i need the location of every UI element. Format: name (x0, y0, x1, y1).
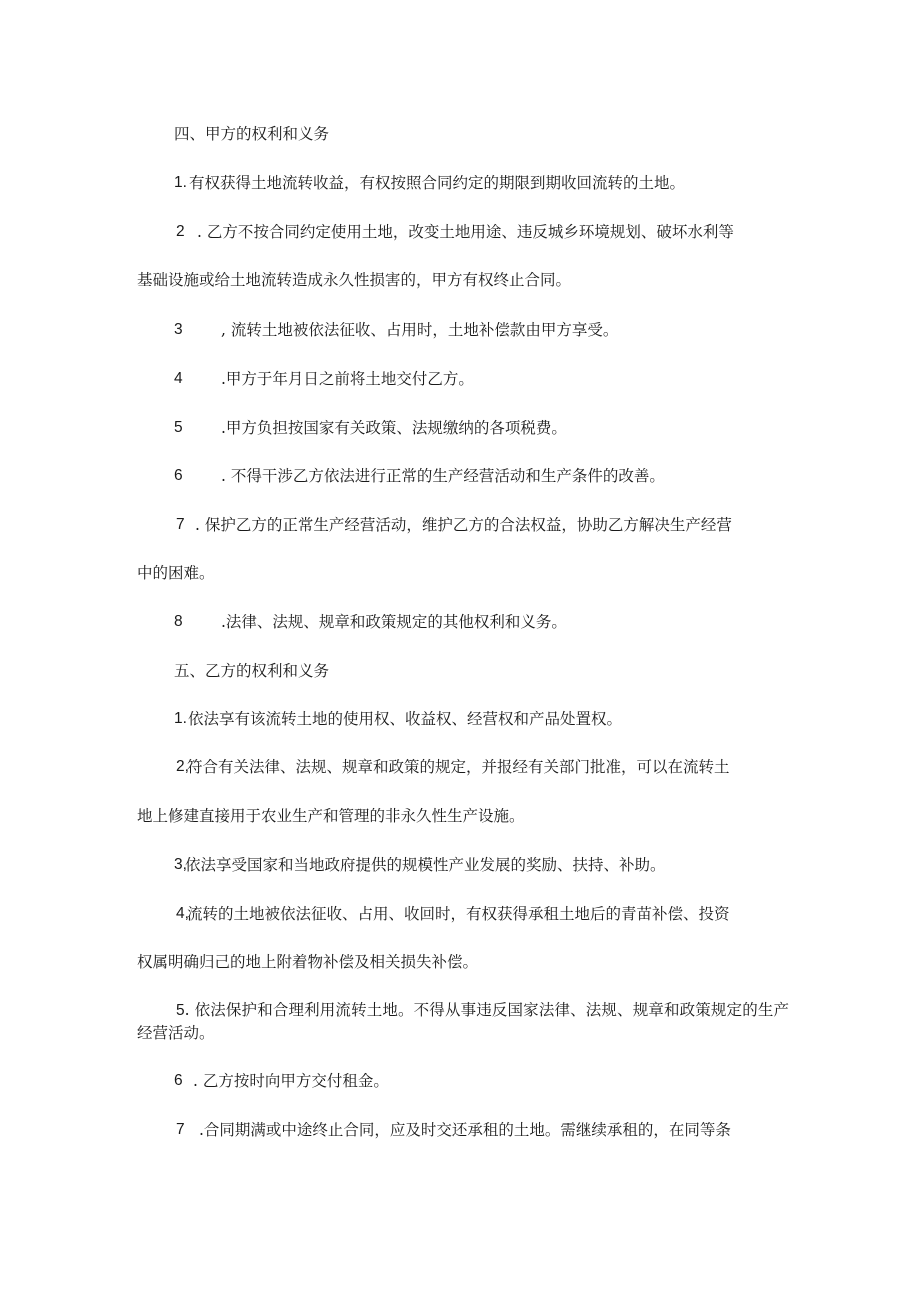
clause-text: 有权获得土地流转收益，有权按照合同约定的期限到期收回流转的土地。 (189, 174, 686, 192)
clause-number: 2 (176, 223, 185, 240)
clause-number: 3, (174, 856, 187, 873)
heading-text: 五、乙方的权利和义务 (174, 662, 330, 680)
clause-text-continued: 中的困难。 (137, 564, 215, 582)
clause-text: 依法享受国家和当地政府提供的规模性产业发展的奖励、扶持、补助。 (185, 856, 666, 874)
clause-text: .甲方负担按国家有关政策、法规缴纳的各项税费。 (221, 419, 567, 437)
clause-text-continued: 权属明确归己的地上附着物补偿及相关损失补偿。 (137, 953, 479, 971)
clause-number: 7 (176, 1121, 185, 1138)
clause-number: 7 (176, 516, 185, 533)
clause-text: . 乙方按时向甲方交付租金。 (193, 1072, 389, 1090)
clause-text-continued: 基础设施或给土地流转造成永久性损害的，甲方有权终止合同。 (137, 271, 572, 289)
clause-text: 流转的土地被依法征收、占用、收回时，有权获得承租土地后的青苗补偿、投资 (187, 905, 730, 923)
clause-text: 依法享有该流转土地的使用权、收益权、经营权和产品处置权。 (188, 710, 623, 728)
clause-text: .甲方于年月日之前将土地交付乙方。 (221, 370, 474, 388)
clause-number: 6 (174, 467, 183, 484)
clause-text: .法律、法规、规章和政策规定的其他权利和义务。 (221, 613, 567, 631)
clause-text: 符合有关法律、法规、规章和政策的规定，并报经有关部门批准，可以在流转土 (187, 758, 730, 776)
clause-number: 1. (174, 710, 187, 727)
clause-number: 4, (176, 905, 189, 922)
clause-text: . 依法保护和合理利用流转土地。不得从事违反国家法律、法规、规章和政策规定的生产经营活动。 (137, 1001, 789, 1042)
clause-number: 8 (174, 613, 183, 630)
clause-number: 1. (174, 174, 187, 191)
clause-number: 6 (174, 1072, 183, 1089)
clause-number: 5 (174, 419, 183, 436)
clause-number: 3 (174, 321, 183, 338)
clause-number: 2, (176, 758, 189, 775)
clause-number: 4 (174, 370, 183, 387)
clause-number: 5 (176, 1002, 185, 1019)
clause-text: , 流转土地被依法征收、占用时，土地补偿款由甲方享受。 (221, 321, 619, 339)
clause-text: . 保护乙方的正常生产经营活动，维护乙方的合法权益，协助乙方解决生产经营 (195, 516, 732, 534)
clause-text-continued: 地上修建直接用于农业生产和管理的非永久性生产设施。 (137, 807, 525, 825)
clause-text: . 乙方不按合同约定使用土地，改变土地用途、违反城乡环境规划、破坏水利等 (197, 223, 734, 241)
clause-text: . 不得干涉乙方依法进行正常的生产经营活动和生产条件的改善。 (221, 467, 665, 485)
clause-text: .合同期满或中途终止合同，应及时交还承租的土地。需继续承租的，在同等条 (199, 1121, 731, 1139)
heading-text: 四、甲方的权利和义务 (174, 125, 330, 143)
clause-5-5 (137, 999, 789, 1045)
